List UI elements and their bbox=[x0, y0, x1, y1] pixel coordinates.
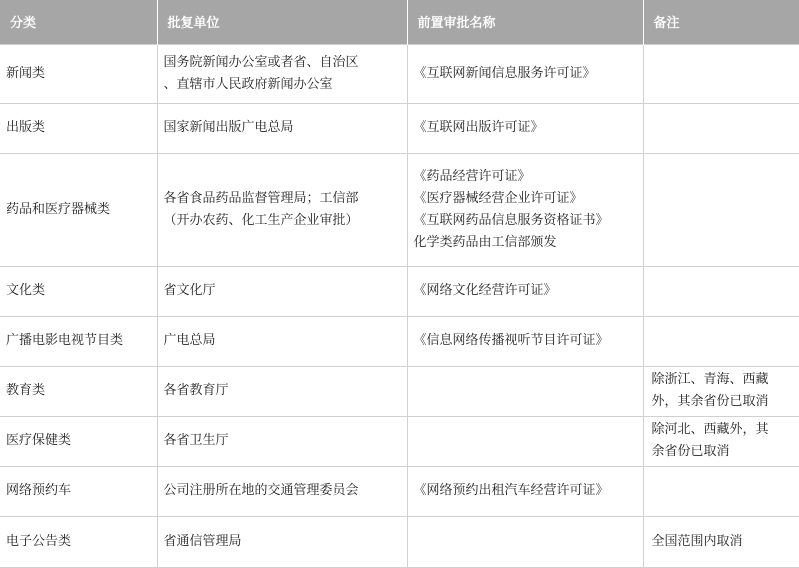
table-row bbox=[0, 416, 799, 466]
table-row bbox=[0, 266, 799, 316]
cell-text-line: 全国范围内取消 bbox=[651, 533, 743, 549]
cell-category bbox=[0, 466, 157, 516]
header-row bbox=[0, 0, 799, 44]
cell-text-line: 除河北、西藏外，其 bbox=[651, 422, 769, 437]
cell-remarks bbox=[643, 466, 799, 516]
table-row bbox=[0, 366, 799, 416]
cell-text: 电子公告类 bbox=[6, 533, 72, 549]
cell-approval-unit bbox=[157, 366, 407, 416]
cell-text-line: 各省教育厅 bbox=[163, 383, 229, 398]
cell-approval-unit bbox=[157, 416, 407, 466]
cell-text: 网络预约车 bbox=[6, 483, 72, 498]
cell-text-line: 各省食品药品监督管理局；工信部 bbox=[163, 190, 359, 206]
cell-approval-unit bbox=[157, 266, 407, 316]
cell-category bbox=[0, 153, 157, 266]
cell-approval-unit bbox=[157, 516, 407, 567]
cell-remarks bbox=[643, 153, 799, 266]
table-row bbox=[0, 466, 799, 516]
cell-text-line: 《互联网新闻信息服务许可证》 bbox=[413, 65, 596, 81]
header-pre-approval-name: 前置审批名称 bbox=[407, 0, 643, 44]
cell-text-line: 化学类药品由工信部颁发 bbox=[413, 234, 557, 250]
cell-category bbox=[0, 44, 157, 103]
cell-text-line: 《医疗器械经营企业许可证》 bbox=[413, 190, 583, 206]
cell-text: 文化类 bbox=[6, 283, 46, 298]
cell-text-line: 除浙江、青海、西藏 bbox=[651, 372, 769, 387]
cell-text-line: 公司注册所在地的交通管理委员会 bbox=[163, 483, 359, 498]
cell-remarks bbox=[643, 103, 799, 153]
cell-remarks bbox=[643, 44, 799, 103]
cell-text-line: 省文化厅 bbox=[163, 283, 216, 298]
cell-text-line: 《药品经营许可证》 bbox=[413, 168, 531, 184]
cell-category bbox=[0, 366, 157, 416]
cell-pre-approval-name bbox=[407, 266, 643, 316]
cell-text-line: 《互联网出版许可证》 bbox=[413, 120, 544, 135]
cell-text-line: （开办农药、化工生产企业审批） bbox=[163, 212, 359, 228]
cell-text-line: 国家新闻出版广电总局 bbox=[163, 120, 294, 135]
cell-category bbox=[0, 316, 157, 366]
cell-category bbox=[0, 103, 157, 153]
table-row bbox=[0, 103, 799, 153]
cell-text: 新闻类 bbox=[6, 65, 46, 81]
cell-text-line: 省通信管理局 bbox=[163, 533, 242, 549]
table-row bbox=[0, 516, 799, 567]
cell-text-line: 余省份已取消 bbox=[651, 444, 730, 459]
cell-pre-approval-name bbox=[407, 44, 643, 103]
cell-text-line: 各省卫生厅 bbox=[163, 433, 229, 448]
cell-remarks bbox=[643, 516, 799, 567]
cell-text-line: 国务院新闻办公室或者省、自治区 bbox=[163, 54, 359, 70]
cell-text-line: 《信息网络传播视听节目许可证》 bbox=[413, 333, 609, 348]
cell-pre-approval-name bbox=[407, 153, 643, 266]
cell-remarks bbox=[643, 316, 799, 366]
cell-category bbox=[0, 416, 157, 466]
table-row bbox=[0, 44, 799, 103]
cell-approval-unit bbox=[157, 103, 407, 153]
cell-pre-approval-name bbox=[407, 366, 643, 416]
table-body bbox=[0, 44, 799, 567]
cell-approval-unit bbox=[157, 466, 407, 516]
cell-text-line: 外，其余省份已取消 bbox=[651, 394, 769, 409]
cell-pre-approval-name bbox=[407, 316, 643, 366]
cell-pre-approval-name bbox=[407, 466, 643, 516]
cell-approval-unit bbox=[157, 316, 407, 366]
cell-remarks bbox=[643, 266, 799, 316]
table-row bbox=[0, 153, 799, 266]
cell-pre-approval-name bbox=[407, 103, 643, 153]
cell-approval-unit bbox=[157, 153, 407, 266]
cell-approval-unit bbox=[157, 44, 407, 103]
cell-remarks bbox=[643, 366, 799, 416]
cell-text: 出版类 bbox=[6, 120, 46, 135]
cell-text-line: 、直辖市人民政府新闻办公室 bbox=[163, 76, 333, 92]
cell-pre-approval-name bbox=[407, 516, 643, 567]
cell-text-line: 《网络预约出租汽车经营许可证》 bbox=[413, 483, 609, 498]
table-header bbox=[0, 0, 799, 44]
cell-text-line: 《网络文化经营许可证》 bbox=[413, 283, 557, 298]
header-approval-unit: 批复单位 bbox=[157, 0, 407, 44]
cell-text-line: 广电总局 bbox=[163, 333, 216, 348]
header-remarks: 备注 bbox=[643, 0, 799, 44]
cell-pre-approval-name bbox=[407, 416, 643, 466]
cell-category bbox=[0, 516, 157, 567]
header-category: 分类 bbox=[0, 0, 157, 44]
cell-text: 广播电影电视节目类 bbox=[6, 333, 124, 348]
cell-text-line: 《互联网药品信息服务资格证书》 bbox=[413, 212, 609, 228]
cell-text: 医疗保健类 bbox=[6, 433, 72, 448]
cell-remarks bbox=[643, 416, 799, 466]
table-row bbox=[0, 316, 799, 366]
cell-text: 教育类 bbox=[6, 383, 46, 398]
cell-text: 药品和医疗器械类 bbox=[6, 201, 111, 217]
cell-category bbox=[0, 266, 157, 316]
